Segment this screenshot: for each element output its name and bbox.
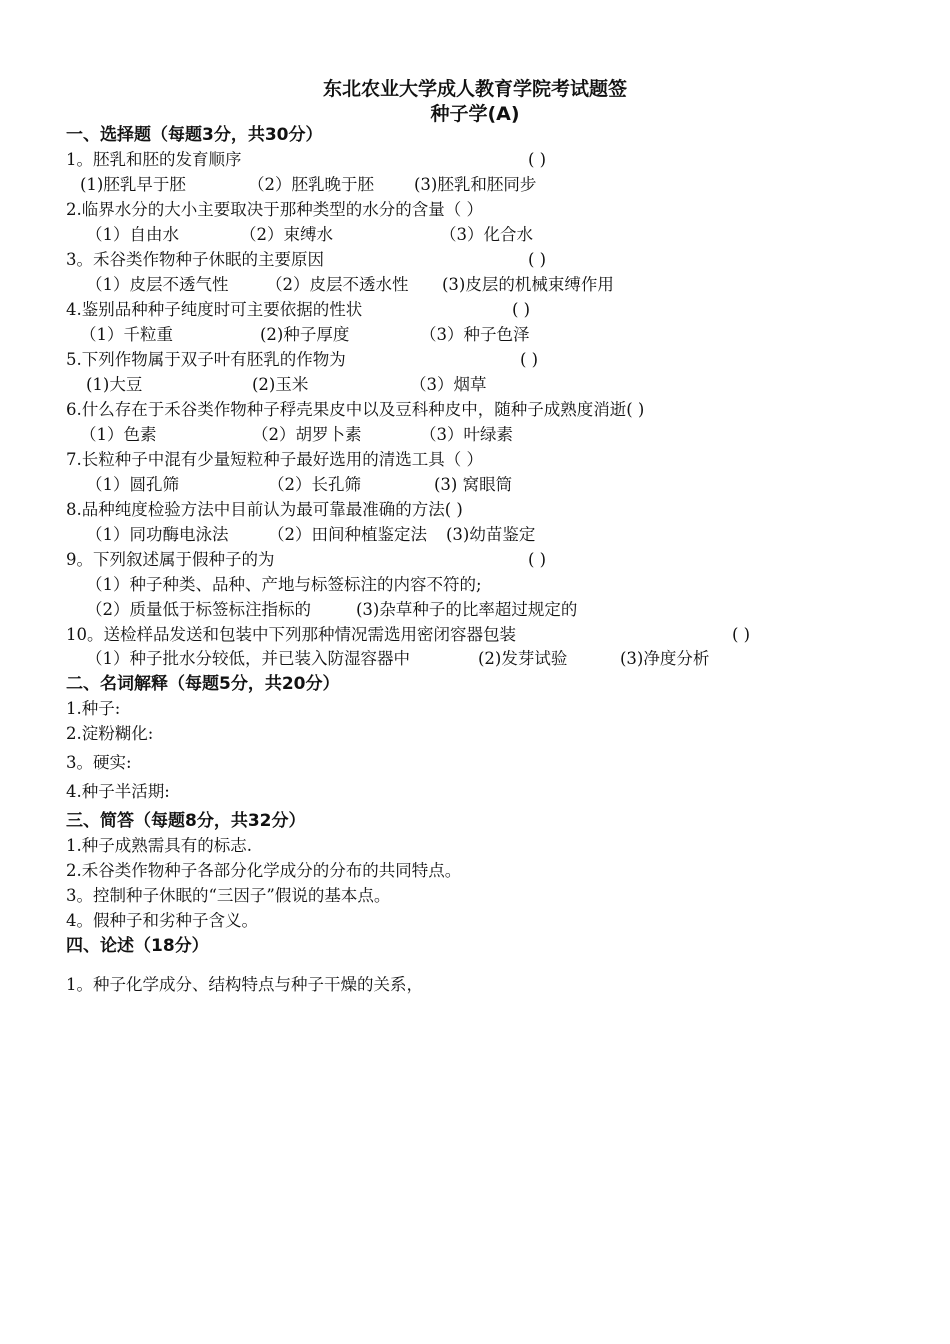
answer-bracket: ( ): [528, 250, 547, 269]
term-item: 1.种子:: [66, 699, 121, 718]
essay-question: 1。种子化学成分、结构特点与种子干燥的关系，: [66, 975, 423, 994]
term-item: 2.淀粉糊化:: [66, 724, 154, 743]
option: （2）长孔筛: [268, 475, 361, 494]
option: （2）皮层不透水性: [266, 275, 409, 294]
option: （3）种子色泽: [420, 325, 530, 344]
short-question: 4。假种子和劣种子含义。: [66, 911, 258, 930]
option: （3）烟草: [410, 375, 487, 394]
answer-bracket: ( ): [732, 625, 751, 644]
question-stem: 2.临界水分的大小主要取决于那种类型的水分的含量（ ）: [66, 200, 483, 219]
answer-bracket: ( ): [528, 150, 547, 169]
option: （2）胚乳晚于胚: [248, 175, 374, 194]
option: （1）种子种类、品种、产地与标签标注的内容不符的;: [86, 575, 482, 594]
option: (1)大豆: [86, 375, 143, 394]
section-heading-choice: 一、选择题（每题3分，共30分）: [66, 125, 323, 145]
option: (3)杂草种子的比率超过规定的: [356, 600, 578, 619]
option: (3)净度分析: [620, 649, 710, 668]
question-stem: 1。胚乳和胚的发育顺序: [66, 150, 242, 169]
option: （2）胡罗卜素: [252, 425, 362, 444]
option: （3）化合水: [440, 225, 533, 244]
course-subtitle: 种子学(A): [430, 103, 520, 125]
answer-bracket: ( ): [528, 550, 547, 569]
option: （1）圆孔筛: [86, 475, 179, 494]
section-heading-terms: 二、名词解释（每题5分，共20分）: [66, 674, 340, 694]
option: (2)玉米: [252, 375, 309, 394]
option: (3)胚乳和胚同步: [414, 175, 537, 194]
question-stem: 7.长粒种子中混有少量短粒种子最好选用的清选工具（ ）: [66, 450, 483, 469]
option: (3) 窝眼筒: [434, 475, 513, 494]
option: (3)幼苗鉴定: [446, 525, 536, 544]
question-stem: 6.什么存在于禾谷类作物种子稃壳果皮中以及豆科种皮中，随种子成熟度消逝( ): [66, 400, 645, 419]
option: (2)种子厚度: [260, 325, 350, 344]
question-stem: 8.品种纯度检验方法中目前认为最可靠最准确的方法( ): [66, 500, 463, 519]
question-stem: 5.下列作物属于双子叶有胚乳的作物为: [66, 350, 346, 369]
section-heading-short: 三、简答（每题8分，共32分）: [66, 811, 306, 831]
short-question: 2.禾谷类作物种子各部分化学成分的分布的共同特点。: [66, 861, 462, 880]
option: （1）种子批水分较低，并已装入防湿容器中: [86, 649, 410, 668]
option: （1）皮层不透气性: [86, 275, 229, 294]
option: （3）叶绿素: [420, 425, 513, 444]
option: （1）千粒重: [80, 325, 173, 344]
option: （2）田间种植鉴定法: [268, 525, 427, 544]
option: （1）同功酶电泳法: [86, 525, 229, 544]
option: （1）色素: [80, 425, 157, 444]
question-stem: 9。下列叙述属于假种子的为: [66, 550, 275, 569]
term-item: 4.种子半活期:: [66, 782, 170, 801]
question-stem: 3。禾谷类作物种子休眠的主要原因: [66, 250, 324, 269]
term-item: 3。硬实:: [66, 753, 132, 772]
exam-title: 东北农业大学成人教育学院考试题签: [322, 78, 627, 100]
short-question: 1.种子成熟需具有的标志.: [66, 836, 252, 855]
question-stem: 10。送检样品发送和包装中下列那种情况需选用密闭容器包装: [66, 625, 516, 644]
option: (2)发芽试验: [478, 649, 568, 668]
question-stem: 4.鉴别品种种子纯度时可主要依据的性状: [66, 300, 363, 319]
option: （1）自由水: [86, 225, 179, 244]
section-heading-essay: 四、论述（18分）: [66, 936, 209, 956]
answer-bracket: ( ): [520, 350, 539, 369]
option: (3)皮层的机械束缚作用: [442, 275, 614, 294]
answer-bracket: ( ): [512, 300, 531, 319]
option: (1)胚乳早于胚: [80, 175, 186, 194]
option: （2）质量低于标签标注指标的: [86, 600, 311, 619]
option: （2）束缚水: [240, 225, 333, 244]
short-question: 3。控制种子休眠的“三因子”假说的基本点。: [66, 886, 391, 905]
